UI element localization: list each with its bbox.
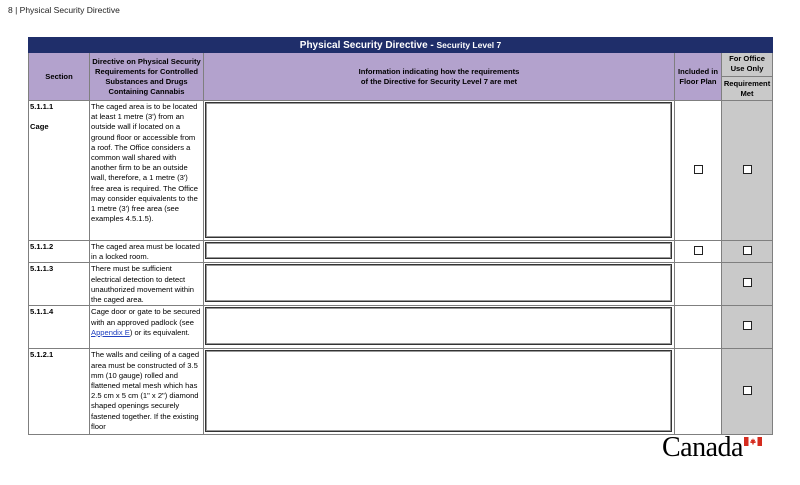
table-header-row [29, 53, 773, 101]
title-main: Physical Security Directive - [299, 39, 437, 51]
directive-table [28, 37, 773, 435]
section-cell [29, 101, 90, 241]
requirement-met-checkbox[interactable] [743, 246, 752, 255]
header-directive: Directive on Physical Security Requirements for Controlled Substances and Drugs Containing Cannabis [90, 53, 204, 101]
floor-plan-cell [675, 306, 722, 349]
floor-plan-cell [675, 349, 722, 435]
table-title [29, 38, 773, 53]
section-number: 5.1.2.1 [30, 350, 54, 360]
header-floor-plan: Included in Floor Plan [675, 53, 722, 101]
table-row [29, 101, 773, 241]
section-number: 5.1.1.1 [30, 102, 54, 111]
section-number: 5.1.1.4 [30, 307, 54, 317]
requirement-met-cell [722, 101, 773, 241]
section-number: 5.1.1.2 [30, 242, 54, 251]
section-cell [29, 263, 90, 306]
information-cell [204, 241, 675, 263]
directive-cell: There must be sufficient electrical detection to detect unauthorized movement within the caged area. [90, 263, 204, 306]
requirement-met-checkbox[interactable] [743, 165, 752, 174]
requirement-met-checkbox[interactable] [743, 386, 752, 395]
table-title-row [29, 38, 773, 53]
information-input[interactable] [205, 102, 672, 238]
information-input[interactable] [205, 264, 672, 302]
directive-cell: The caged area must be located in a locked room. [90, 241, 204, 263]
information-cell [204, 349, 675, 435]
floor-plan-checkbox[interactable] [694, 246, 703, 255]
floor-plan-cell [675, 241, 722, 263]
section-number: 5.1.1.3 [30, 264, 54, 274]
header-section: Section [29, 53, 90, 101]
requirement-met-cell [722, 306, 773, 349]
directive-text-post: ) or its equivalent. [129, 327, 190, 337]
directive-table-container [28, 37, 772, 435]
floor-plan-cell [675, 101, 722, 241]
information-cell [204, 263, 675, 306]
directive-cell: The walls and ceiling of a caged area must be constructed of 3.5 mm (10 gauge) rolled and flattened metal mesh which has 2.5 cm x 5 cm (1" x 2") diamond shaped openings securely fastened together. If the existing floor [90, 349, 204, 435]
requirement-met-cell [722, 241, 773, 263]
appendix-e-link[interactable]: Appendix E [91, 327, 130, 337]
table-row [29, 349, 773, 435]
section-cell [29, 349, 90, 435]
page-header: 8 | Physical Security Directive [8, 5, 120, 15]
requirement-met-checkbox[interactable] [743, 278, 752, 287]
requirement-met-cell [722, 349, 773, 435]
section-cell [29, 241, 90, 263]
directive-cell [90, 306, 204, 349]
header-requirement-met: Requirement Met [723, 79, 771, 98]
header-information-text: Information indicating how the requirements of the Directive for Security Level 7 are met [358, 66, 520, 86]
header-office-use [722, 53, 773, 101]
title-level: Security Level 7 [436, 39, 502, 50]
canada-wordmark-logo [662, 434, 772, 464]
header-office-top: For Office Use Only [722, 53, 772, 77]
directive-text-pre: Cage door or gate to be secured with an approved padlock (see [91, 307, 201, 327]
canada-wordmark: Canada [662, 432, 743, 463]
information-input[interactable] [205, 242, 672, 259]
table-row [29, 241, 773, 263]
table-row [29, 263, 773, 306]
table-row [29, 306, 773, 349]
information-input[interactable] [205, 350, 672, 432]
information-input[interactable] [205, 307, 672, 345]
directive-cell: The caged area is to be located at least 1 metre (3') from an outside wall if located on a ground floor or accessible from a roof. The Office considers a common wall shared with another firm to be an outside wall, therefore, a 1 metre (3') free area is required. The Office may consider equivalents to the 1 metre (3') free area (see examples 4.5.1.5). [90, 101, 204, 241]
canada-flag-icon [744, 437, 762, 446]
requirement-met-cell [722, 263, 773, 306]
section-cell [29, 306, 90, 349]
requirement-met-checkbox[interactable] [743, 321, 752, 330]
information-cell [204, 306, 675, 349]
header-information [204, 53, 675, 101]
floor-plan-checkbox[interactable] [694, 165, 703, 174]
information-cell [204, 101, 675, 241]
floor-plan-cell [675, 263, 722, 306]
section-subtitle: Cage [30, 122, 49, 131]
